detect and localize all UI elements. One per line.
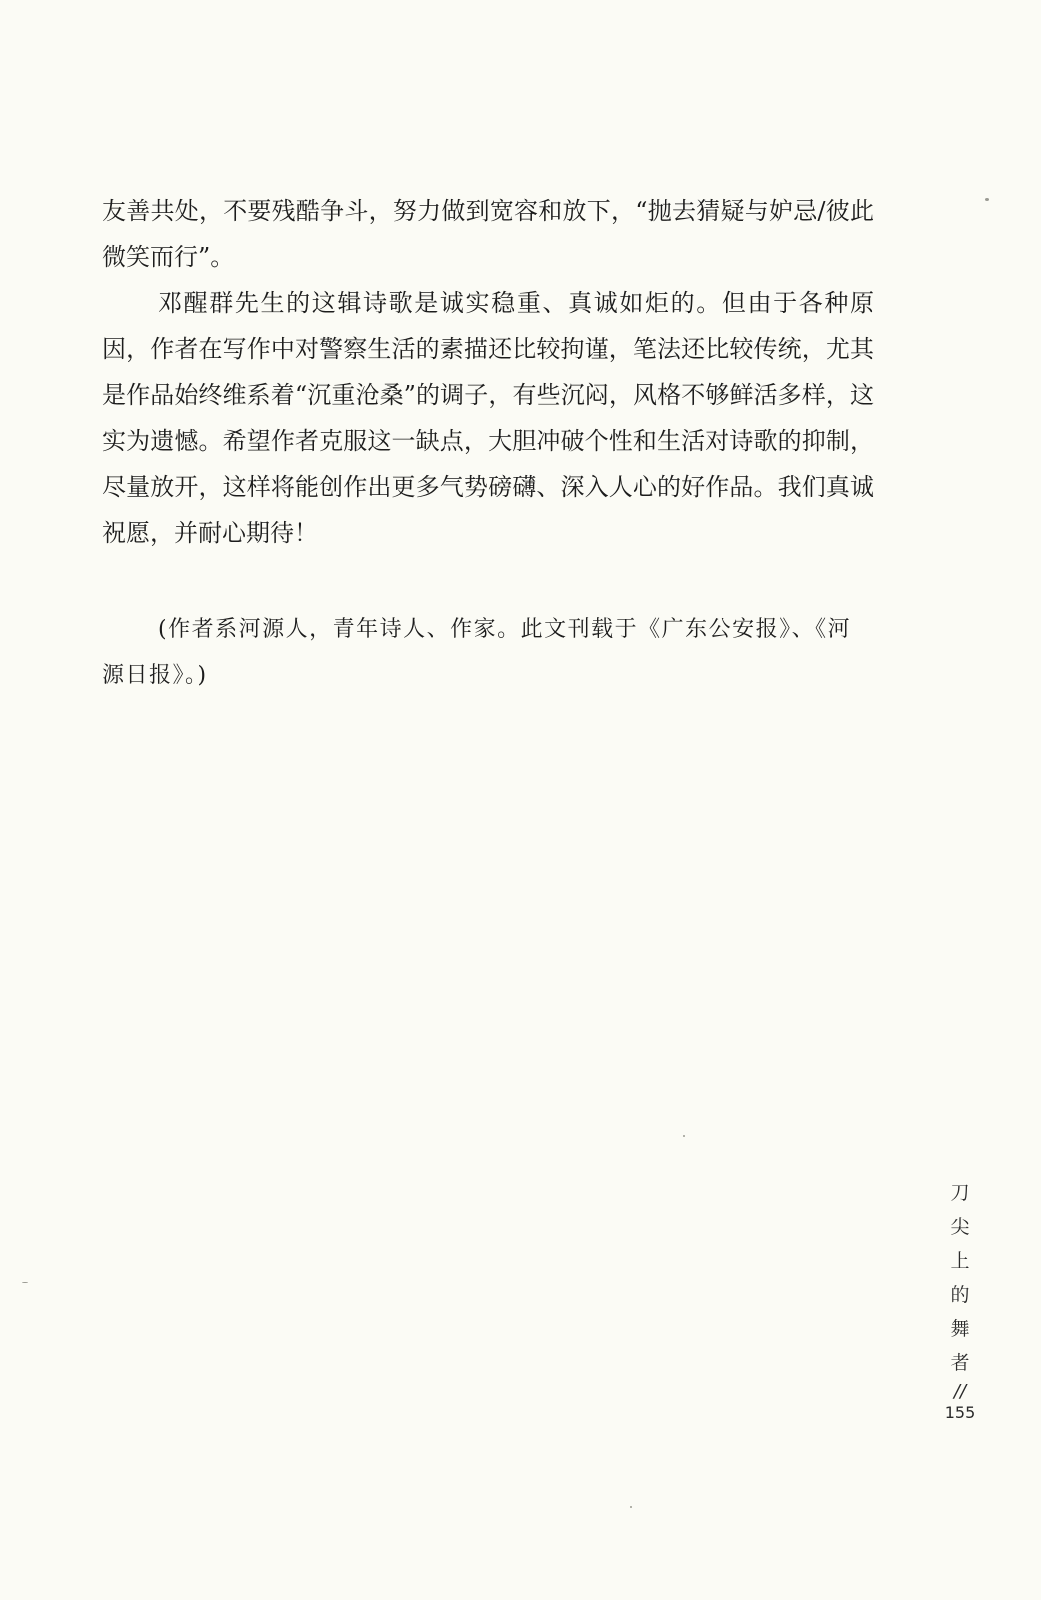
author-note-text: (作者系河源人，青年诗人、作家。此文刊载于《广东公安报》、《河源日报》。) [102, 617, 852, 688]
scan-speck [630, 1506, 632, 1508]
scan-speck [985, 198, 989, 201]
running-footer-vertical [940, 1176, 980, 1424]
author-note [102, 607, 874, 699]
separator-mark: // [953, 1381, 967, 1402]
page-number: 155 [944, 1403, 976, 1422]
book-title-char: 舞 [950, 1318, 970, 1340]
book-title-char: 尖 [950, 1216, 970, 1238]
book-title-char: 上 [950, 1250, 970, 1272]
book-title-char: 者 [950, 1352, 970, 1374]
book-title-char: 的 [950, 1284, 970, 1306]
scan-speck [683, 1135, 685, 1137]
body-text [102, 188, 874, 556]
paragraph-critique: 邓醒群先生的这辑诗歌是诚实稳重、真诚如炬的。但由于各种原因，作者在写作中对警察生活的素描还比较拘谨，笔法还比较传统，尤其是作品始终维系着“沉重沧桑”的调子，有些沉闷，风格不够鲜活多样，这实为遗憾。希望作者克服这一缺点，大胆冲破个性和生活对诗歌的抑制，尽量放开，这样将能创作出更多气势磅礴、深入人心的好作品。我们真诚祝愿，并耐心期待！ [102, 289, 874, 547]
scan-speck [22, 1282, 28, 1283]
paragraph-continuation: 友善共处，不要残酷争斗，努力做到宽容和放下，“抛去猜疑与妒忌/彼此微笑而行”。 [102, 197, 874, 271]
book-title-char: 刀 [950, 1182, 970, 1204]
